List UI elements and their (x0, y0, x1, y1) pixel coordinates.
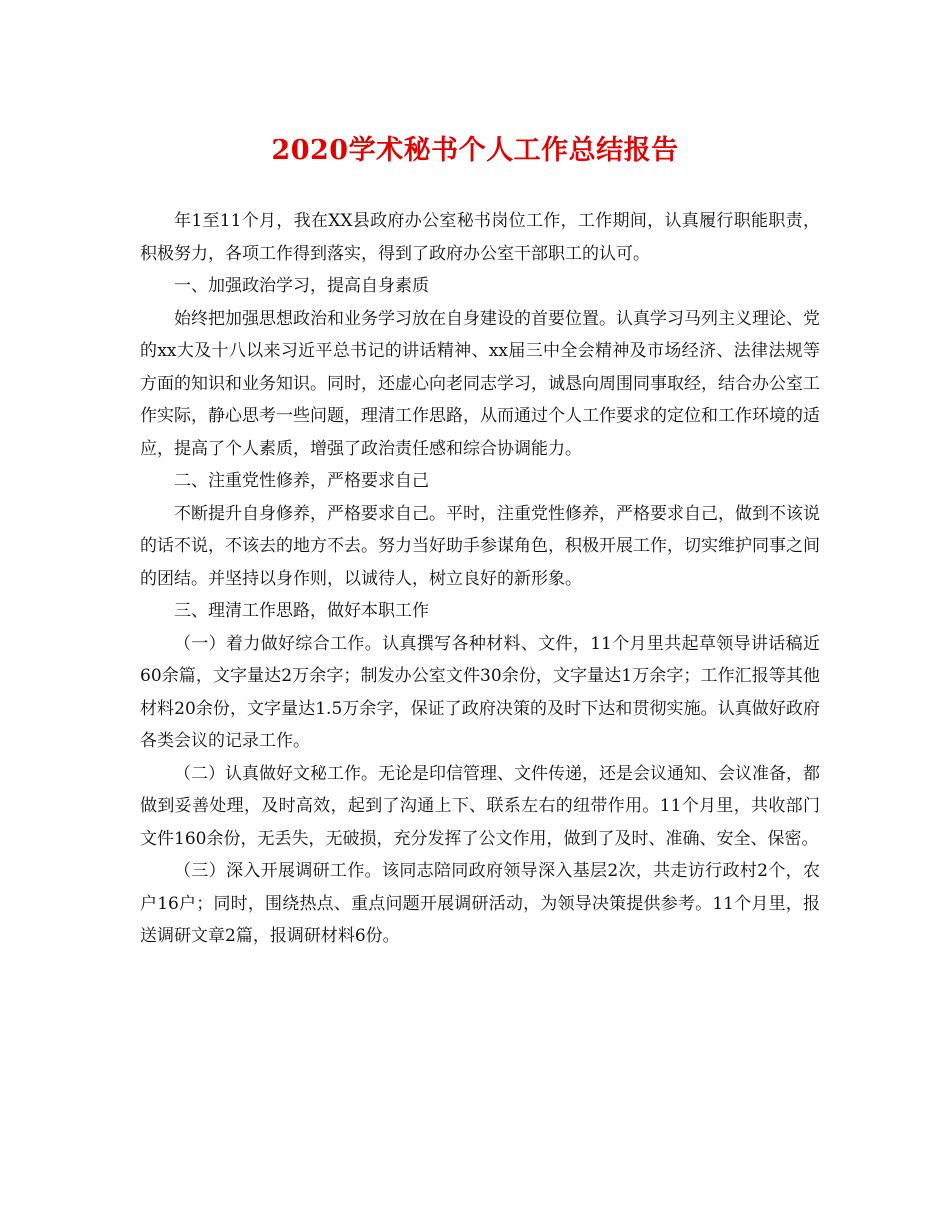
section-heading-2: 二、注重党性修养，严格要求自己 (174, 471, 429, 491)
section-1-paragraph: 始终把加强思想政治和业务学习放在自身建设的首要位置。认真学习马列主义理论、党的xx大及十八以来习近平总书记的讲话精神、xx届三中全会精神及市场经济、法律法规等方面的知识和业务知识。同时，还虚心向老同志学习，诚恳向周围同事取经，结合办公室工作实际，静心思考一些问题，理清工作思路，从而通过个人工作要求的定位和工作环境的适应，提高了个人素质，增强了政治责任感和综合协调能力。 (140, 308, 820, 459)
document-body (140, 205, 820, 953)
section-heading-3: 三、理清工作思路，做好本职工作 (174, 601, 429, 621)
subsection-2-paragraph: （二）认真做好文秘工作。无论是印信管理、文件传递，还是会议通知、会议准备，都做到妥善处理，及时高效，起到了沟通上下、联系左右的纽带作用。11个月里，共收部门文件160余份，无丢失，无破损，充分发挥了公文作用，做到了及时、准确、安全、保密。 (140, 763, 820, 849)
section-2-paragraph: 不断提升自身修养，严格要求自己。平时，注重党性修养，严格要求自己，做到不该说的话不说，不该去的地方不去。努力当好助手参谋角色，积极开展工作，切实维护同事之间的团结。并坚持以身作则，以诚待人，树立良好的新形象。 (140, 503, 820, 589)
section-heading-1: 一、加强政治学习，提高自身素质 (174, 276, 429, 296)
document-title: 2020学术秘书个人工作总结报告 (271, 135, 679, 166)
subsection-3-paragraph: （三）深入开展调研工作。该同志陪同政府领导深入基层2次，共走访行政村2个，农户16户；同时，围绕热点、重点问题开展调研活动，为领导决策提供参考。11个月里，报送调研文章2篇，报调研材料6份。 (140, 861, 820, 946)
intro-paragraph: 年1至11个月，我在XX县政府办公室秘书岗位工作，工作期间，认真履行职能职责，积极努力，各项工作得到落实，得到了政府办公室干部职工的认可。 (140, 211, 820, 264)
subsection-1-paragraph: （一）着力做好综合工作。认真撰写各种材料、文件，11个月里共起草领导讲话稿近60余篇，文字量达2万余字；制发办公室文件30余份，文字量达1万余字；工作汇报等其他材料20余份，文字量达1.5万余字，保证了政府决策的及时下达和贯彻实施。认真做好政府各类会议的记录工作。 (140, 633, 820, 751)
